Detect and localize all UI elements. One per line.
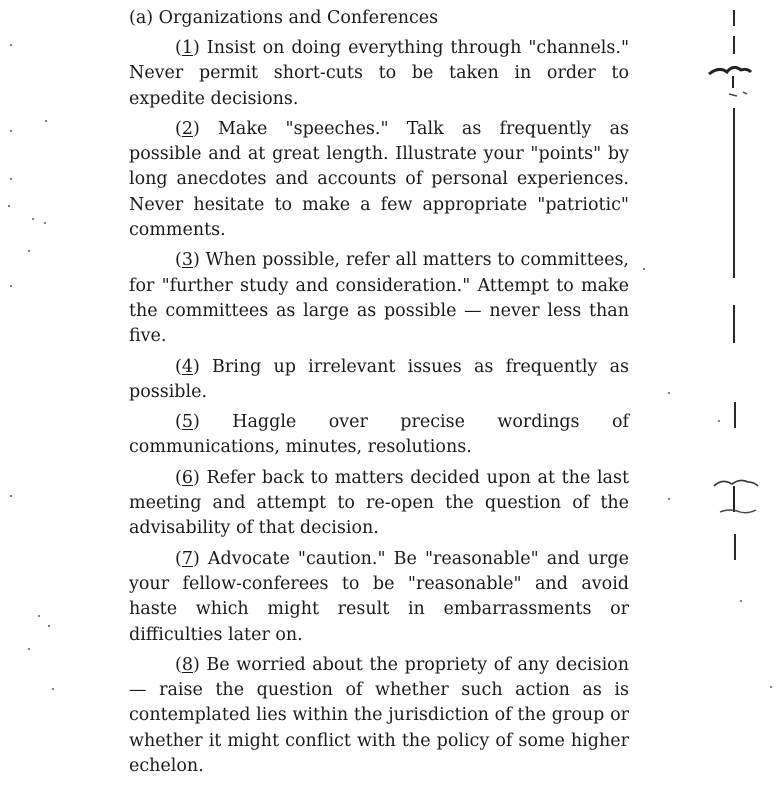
item-close: ) — [192, 250, 200, 271]
item-close: ) — [192, 467, 200, 488]
speck — [10, 44, 12, 46]
item-number: 8 — [181, 654, 193, 675]
item-number: 4 — [181, 356, 193, 377]
item-open: ( — [175, 467, 182, 488]
item-open: ( — [175, 654, 182, 675]
item-number: 1 — [181, 38, 193, 58]
speck — [643, 268, 645, 270]
list-item — [129, 248, 629, 349]
item-open: ( — [175, 548, 182, 569]
section-heading: (a) Organizations and Conferences — [129, 8, 439, 28]
item-number: 7 — [181, 548, 193, 569]
item-number: 5 — [181, 412, 193, 433]
list-item — [129, 117, 629, 243]
item-number: 3 — [181, 250, 193, 271]
item-close: ) — [192, 548, 200, 569]
item-close: ) — [192, 654, 200, 675]
item-close: ) — [192, 356, 200, 377]
list-item — [129, 466, 629, 542]
speck — [668, 498, 670, 500]
margin-rule — [733, 10, 735, 26]
item-text: Insist on doing everything through "channels." Never permit short-cuts to be taken in order to expedite decisions. — [129, 38, 629, 109]
item-number: 6 — [181, 467, 193, 488]
speck — [32, 218, 34, 220]
scan-mark-icon — [705, 62, 755, 102]
speck — [28, 648, 30, 650]
list-item — [129, 355, 629, 406]
speck — [668, 392, 670, 394]
speck — [45, 120, 47, 122]
item-close: ) — [192, 38, 200, 58]
item-open: ( — [175, 250, 182, 271]
speck — [38, 615, 40, 617]
speck — [28, 250, 30, 252]
speck — [10, 495, 12, 497]
item-text: Advocate "caution." Be "reasonable" and urge your fellow-conferees to be "reasonable" and avoid haste which might result in embarrassments or difficulties later on. — [129, 548, 629, 645]
margin-rule — [733, 36, 735, 54]
speck — [740, 600, 742, 602]
margin-rule — [734, 534, 736, 560]
list-item — [129, 36, 629, 112]
item-close: ) — [192, 412, 200, 433]
item-text: Refer back to matters decided upon at the last meeting and attempt to re-open the question of the advisability of that decision. — [129, 467, 629, 539]
margin-rule — [734, 402, 736, 428]
item-number: 2 — [181, 118, 193, 139]
item-text: Make "speeches." Talk as frequently as possible and at great length. Illustrate your "points" by long anecdotes and accounts of personal experiences. Never hesitate to make a few appropriate "patriotic" comments. — [129, 118, 629, 241]
item-text: Bring up irrelevant issues as frequently as possible. — [129, 356, 629, 402]
speck — [10, 130, 12, 132]
margin-rule — [733, 305, 735, 343]
item-open: ( — [175, 356, 182, 377]
speck — [10, 178, 12, 180]
item-open: ( — [175, 412, 182, 433]
item-text: Haggle over precise wordings of communications, minutes, resolutions. — [129, 412, 629, 458]
item-text: Be worried about the propriety of any decision — raise the question of whether such action as is contemplated lies within the jurisdiction of the group or whether it might conflict with the policy of some higher echelon. — [129, 654, 629, 777]
scan-mark-icon — [710, 474, 760, 518]
item-open: ( — [175, 118, 182, 139]
item-close: ) — [192, 118, 200, 139]
speck — [770, 686, 772, 688]
margin-rule — [733, 108, 735, 278]
list-item — [129, 547, 629, 648]
speck — [44, 222, 46, 224]
speck — [8, 205, 10, 207]
text-column — [129, 6, 629, 784]
list-item — [129, 410, 629, 461]
speck — [48, 625, 50, 627]
speck — [10, 285, 12, 287]
item-open: ( — [175, 38, 182, 58]
list-item — [129, 653, 629, 779]
speck — [718, 420, 720, 422]
speck — [52, 688, 54, 690]
item-text: When possible, refer all matters to committees, for "further study and consideration." Attempt to make the committees as large as possible — never less than five. — [129, 250, 629, 347]
